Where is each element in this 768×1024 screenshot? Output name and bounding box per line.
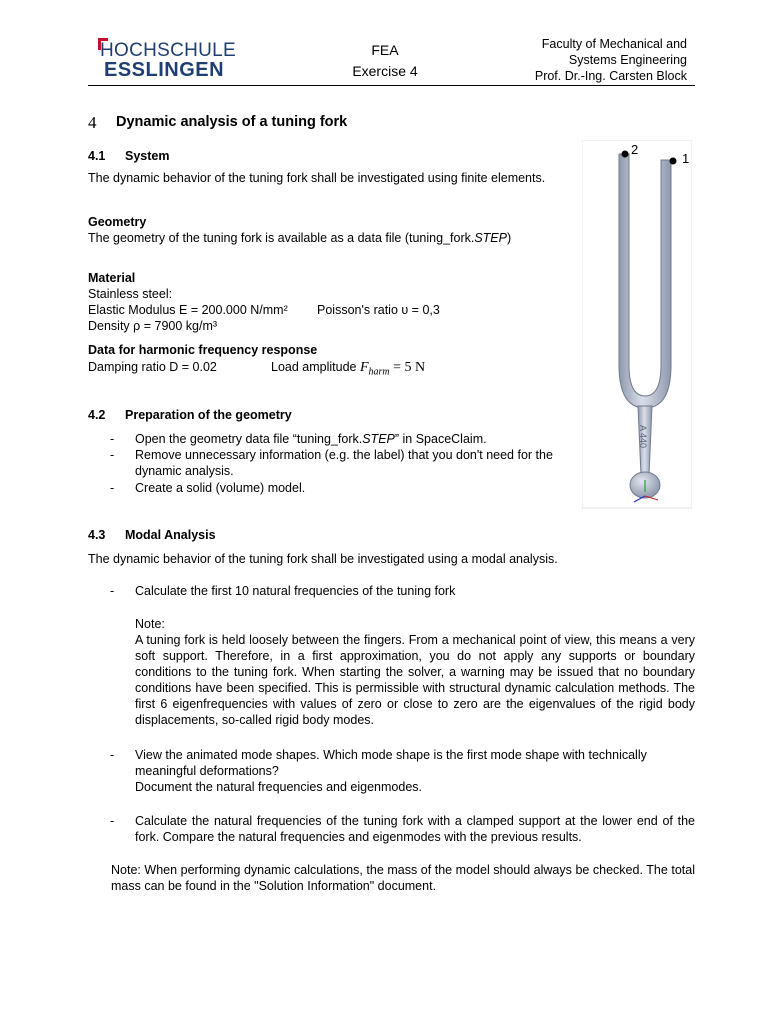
point-1-label: 1 [682,151,690,166]
bullet-dash: - [110,432,115,446]
section-4-2-title: Preparation of the geometry [125,408,292,422]
note-label: Note: [135,617,165,631]
prep-item-remove-line2: dynamic analysis. [135,464,234,478]
material-heading: Material [88,271,136,285]
modal-item-view-line1: View the animated mode shapes. Which mode shape is the first mode shape with technically [135,748,647,762]
density: Density ρ = 7900 kg/m³ [88,319,218,333]
elastic-modulus: Elastic Modulus E = 200.000 N/mm² [88,303,288,317]
modal-item-view-line3: Document the natural frequencies and eigenmodes. [135,780,422,794]
poisson-ratio: Poisson's ratio υ = 0,3 [317,303,440,317]
geometry-heading: Geometry [88,215,147,229]
section-4-1-title: System [125,149,170,163]
section-4-2-number: 4.2 [88,408,106,422]
point-2-label: 2 [631,142,639,157]
chapter-title: Dynamic analysis of a tuning fork [116,114,348,130]
bullet-dash: - [110,448,115,462]
bullet-dash: - [110,814,115,828]
point-2-marker [622,151,629,158]
section-4-3-number: 4.3 [88,528,106,542]
header-faculty-line1: Faculty of Mechanical and [541,37,687,51]
note-text: A tuning fork is held loosely between the fingers. From a mechanical point of view, this means a very soft support. Therefore, in a first approximation, you do not apply any supports or boundary conditions to the tuning fork. When starting the solver, a warning may be issued that no boundary conditions have been specified. This is permissible with structural dynamic calculation methods. The first 6 eigenfrequencies with values of zero or close to zero are the eigenvalues of the rigid body displacements, so-called rigid body modes. [135,633,695,727]
logo-esslingen: ESSLINGEN [104,59,225,81]
load-amplitude: Load amplitude $F_{harm} = 5$ N [271,360,426,378]
system-intro: The dynamic behavior of the tuning fork shall be investigated using finite elements. [88,171,546,185]
final-note: Note: When performing dynamic calculations, the mass of the model should always be checked. The total mass can be found in the "Solution Information" document. [111,863,695,893]
bullet-dash: - [110,748,115,762]
header-exercise: Exercise 4 [352,63,418,79]
tuning-fork-figure [582,140,692,510]
prep-item-open: Open the geometry data file “tuning_fork.STEP” in SpaceClaim. [135,432,487,446]
header-course: FEA [371,42,399,58]
header-professor: Prof. Dr.-Ing. Carsten Block [534,69,687,83]
fork-engraving: A 440 [638,425,648,449]
figure-frame [582,140,692,508]
header-rule [88,85,695,86]
prep-item-solid: Create a solid (volume) model. [135,481,306,495]
modal-item-first-10: Calculate the first 10 natural frequencies of the tuning fork [135,584,456,598]
geometry-text: The geometry of the tuning fork is available as a data file (tuning_fork.STEP) [88,231,512,245]
bullet-dash: - [110,584,115,598]
modal-item-view-line2: meaningful deformations? [135,764,279,778]
modal-item-clamped: Calculate the natural frequencies of the tuning fork with a clamped support at the lower end of the fork. Compare the natural frequencies and eigenmodes with the previous results. [135,814,695,844]
header-faculty-line2: Systems Engineering [568,53,687,67]
logo-hochschule: HOCHSCHULE [100,40,237,61]
harmonic-heading: Data for harmonic frequency response [88,343,318,357]
bullet-dash: - [110,481,115,495]
point-1-marker [670,158,677,165]
prep-item-remove-line1: Remove unnecessary information (e.g. the label) that you don't need for the [135,448,553,462]
section-4-3-title: Modal Analysis [125,528,216,542]
modal-intro: The dynamic behavior of the tuning fork shall be investigated using a modal analysis. [88,552,558,566]
chapter-number: 4 [88,113,97,132]
material-type: Stainless steel: [88,287,173,301]
section-4-1-number: 4.1 [88,149,106,163]
damping-ratio: Damping ratio D = 0.02 [88,360,217,374]
